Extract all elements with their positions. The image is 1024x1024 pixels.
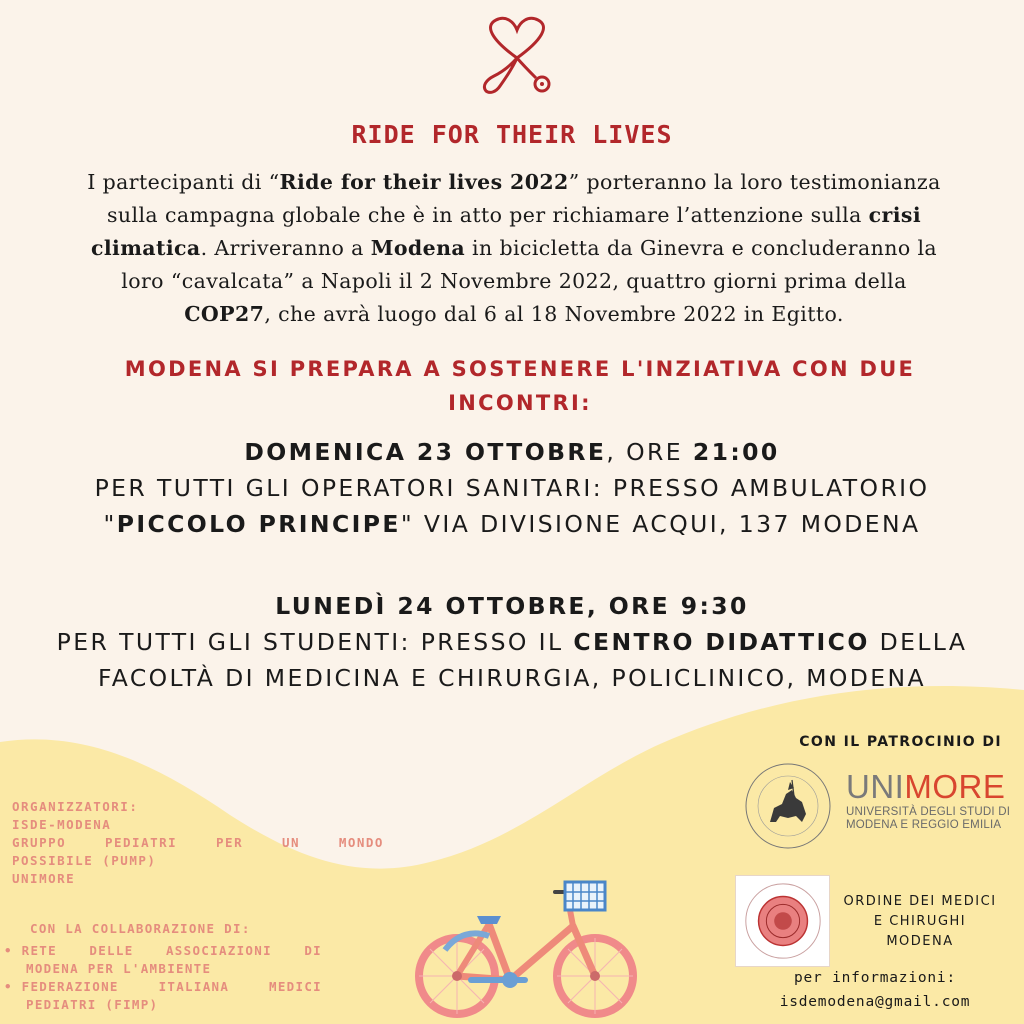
collaboration-item: • RETE DELLE ASSOCIAZIONI DI	[4, 943, 322, 958]
event-monday-location: FACOLTÀ DI MEDICINA E CHIRURGIA, POLICLINICO, MODENA	[98, 664, 926, 692]
organizers-heading: ORGANIZZATORI:	[12, 799, 139, 814]
meetings-subheading: MODENA SI PREPARA A SOSTENERE L'INZIATIVA CON DUE INCONTRI:	[124, 357, 916, 415]
collaboration-item: • FEDERAZIONE ITALIANA MEDICI	[4, 979, 322, 994]
contact-info	[730, 966, 1020, 1014]
collaboration-block: CON LA COLLABORAZIONE DI: • RETE DELLE ASSOCIAZIONI DI MODENA PER L'AMBIENTE • FEDERAZIONE ITALIANA MEDICI PEDIATRI (FIMP)	[4, 921, 322, 1012]
ordine-medici-stamp-icon	[735, 875, 830, 967]
event-sunday-audience: PER TUTTI GLI OPERATORI SANITARI: PRESSO AMBULATORIO	[94, 474, 930, 502]
organizer-item: GRUPPO PEDIATRI PER UN MONDO	[12, 835, 384, 850]
intro-line: loro “cavalcata” a Napoli il 2 Novembre 2022, quattro giorni prima della	[121, 269, 907, 293]
unimore-wordmark: UNIMORE	[846, 768, 1006, 805]
university-seal-icon	[742, 760, 834, 852]
event-title: RIDE FOR THEIR LIVES	[351, 120, 673, 149]
intro-line: climatica. Arriveranno a Modena in bicicletta da Ginevra e concluderanno la	[90, 236, 938, 260]
collaboration-heading: CON LA COLLABORAZIONE DI:	[30, 921, 251, 936]
event-sunday-location: "PICCOLO PRINCIPE" VIA DIVISIONE ACQUI, 137 MODENA	[103, 510, 921, 538]
bicycle-illustration	[405, 880, 645, 1024]
event-sunday-datetime: DOMENICA 23 OTTOBRE, ORE 21:00	[244, 438, 780, 466]
event-monday	[20, 588, 1004, 696]
intro-paragraph	[16, 166, 1012, 331]
contact-email[interactable]: isdemodena@gmail.com	[779, 994, 971, 1010]
intro-line: I partecipanti di “Ride for their lives 2022” porteranno la loro testimonianza	[87, 170, 941, 194]
event-sunday	[20, 434, 1004, 542]
organizer-item: UNIMORE	[12, 871, 76, 886]
event-monday-audience: PER TUTTI GLI STUDENTI: PRESSO IL CENTRO DIDATTICO DELLA	[56, 628, 968, 656]
patronage-heading: CON IL PATROCINIO DI	[799, 734, 1002, 750]
ordine-medici-label: ORDINE DEI MEDICI E CHIRUGHI MODENA	[843, 894, 997, 949]
intro-line: COP27, che avrà luogo dal 6 al 18 Novembre 2022 in Egitto.	[184, 302, 844, 326]
heart-stethoscope-logo	[472, 14, 562, 104]
unimore-logo: UNIMORE UNIVERSITÀ DEGLI STUDI DI MODENA E REGGIO EMILIA	[846, 768, 1016, 832]
intro-line: sulla campagna globale che è in atto per richiamare l’attenzione sulla crisi	[106, 203, 922, 227]
organizers-block: ORGANIZZATORI: ISDE-MODENA GRUPPO PEDIATRI PER UN MONDO POSSIBILE (PUMP) UNIMORE	[12, 799, 384, 886]
contact-label: per informazioni:	[793, 970, 956, 986]
event-monday-datetime: LUNEDÌ 24 OTTOBRE, ORE 9:30	[275, 592, 749, 620]
organizer-item: ISDE-MODENA	[12, 817, 112, 832]
